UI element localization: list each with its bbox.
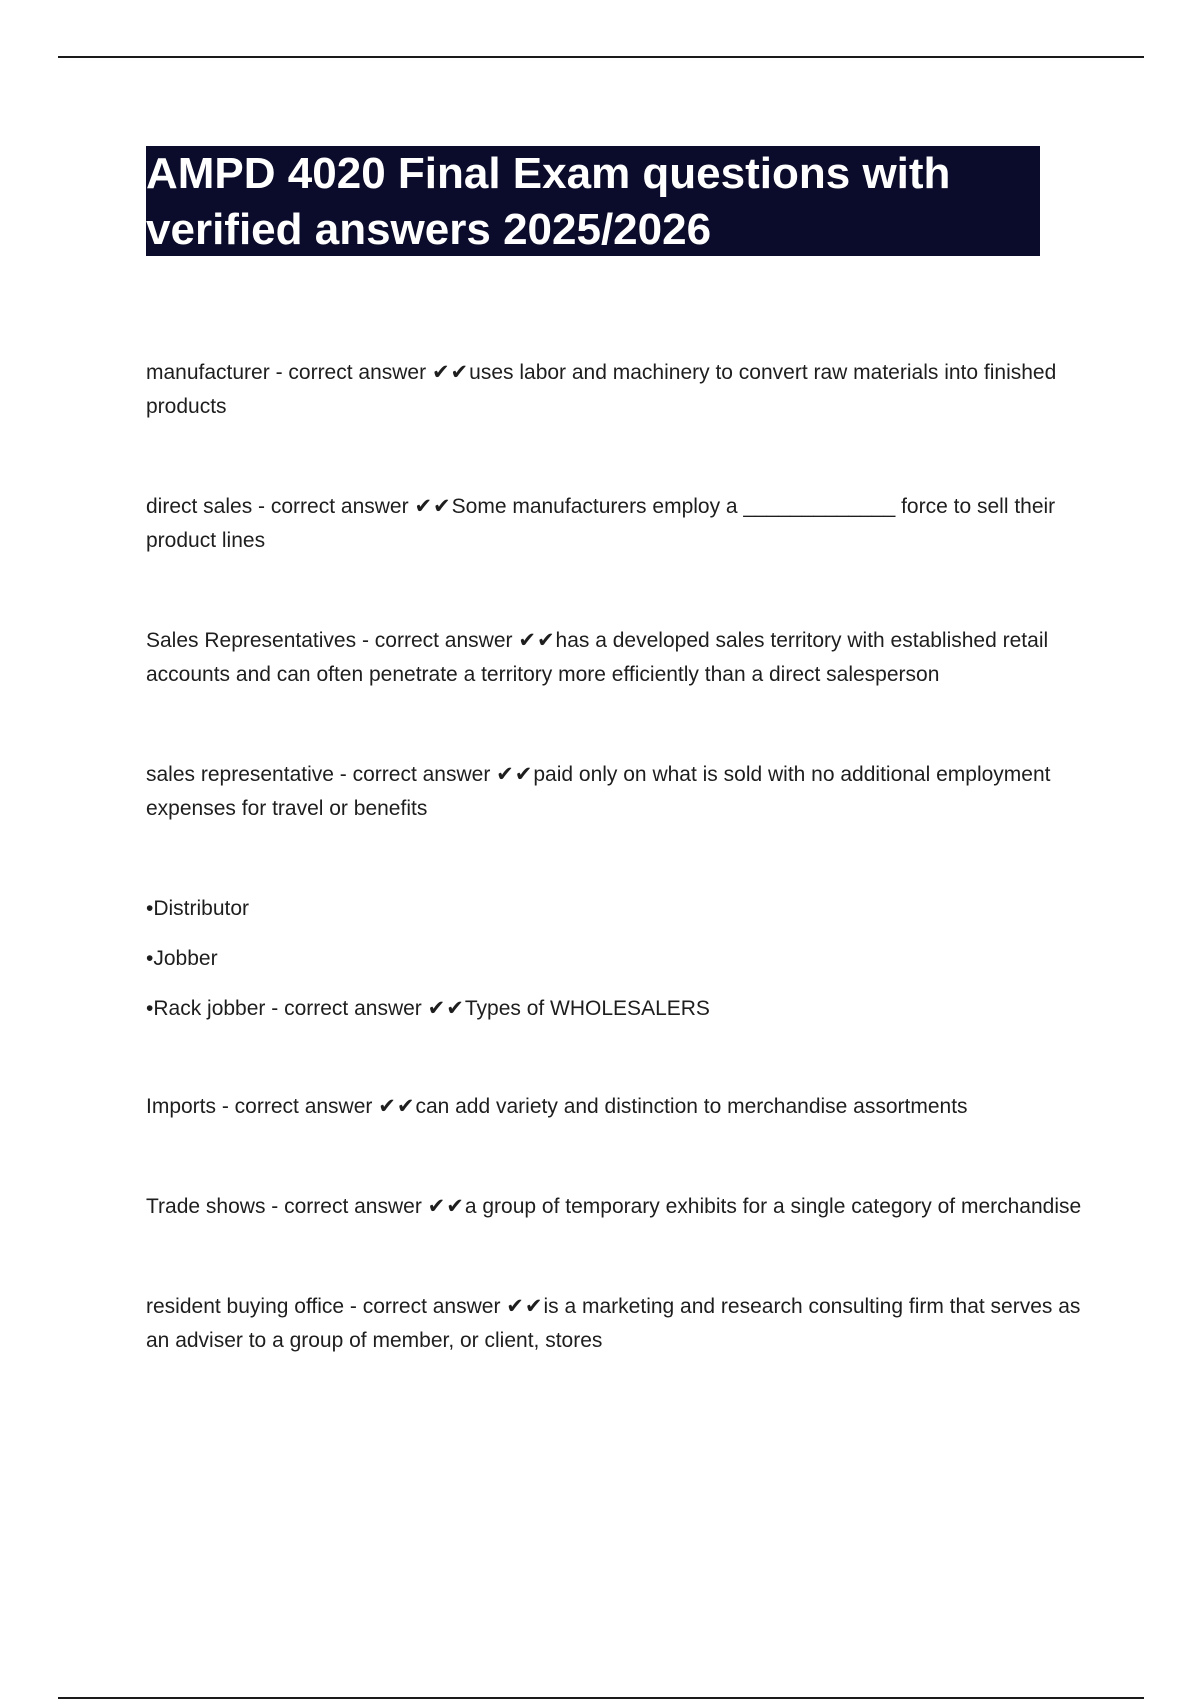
qa-entry-trade-shows [146,1190,1096,1224]
entry-answer: paid only on what is sold with no additional employment expenses for travel or benefits [146,763,1051,820]
check-icon: ✔✔ [427,1195,465,1218]
entry-term: •Rack jobber [146,997,266,1020]
entry-separator: - correct answer [216,1095,379,1118]
entry-separator: - correct answer [333,763,497,786]
qa-entry-sales-representatives [146,624,1096,692]
entry-separator: - correct answer [356,629,519,652]
entry-term: manufacturer [146,361,270,384]
check-icon: ✔✔ [518,629,556,652]
entry-separator: - correct answer [265,1195,428,1218]
qa-entry-wholesalers [146,892,1096,1026]
check-icon: ✔✔ [427,997,465,1020]
entry-term: sales representative [146,763,334,786]
qa-entry-imports [146,1090,1096,1124]
qa-list [146,356,1096,1358]
entry-answer: Some manufacturers employ a _____________ force to sell their product lines [146,495,1056,552]
qa-entry-direct-sales [146,490,1096,558]
entry-term: Trade shows [146,1195,266,1218]
check-icon: ✔✔ [506,1295,544,1318]
entry-answer: Types of WHOLESALERS [464,997,710,1020]
title-banner [146,146,1040,256]
entry-term: direct sales [146,495,253,518]
top-rule [58,56,1144,58]
bullet-item-jobber: •Jobber [146,947,218,970]
bullet-item-distributor: •Distributor [146,897,250,920]
check-icon: ✔✔ [414,495,452,518]
entry-answer: is a marketing and research consulting firm that serves as an adviser to a group of member, or client, stores [146,1295,1081,1352]
page-title: AMPD 4020 Final Exam questions with verified answers 2025/2026 [146,149,951,254]
entry-term: Imports [146,1095,217,1118]
check-icon: ✔✔ [378,1095,416,1118]
entry-answer: uses labor and machinery to convert raw materials into finished products [146,361,1057,418]
entry-term: Sales Representatives [146,629,357,652]
entry-separator: - correct answer [252,495,415,518]
entry-answer: can add variety and distinction to merchandise assortments [415,1095,968,1118]
entry-separator: - correct answer [265,997,428,1020]
check-icon: ✔✔ [431,361,470,384]
entry-separator: - correct answer [269,361,432,384]
qa-entry-resident-buying-office [146,1290,1096,1358]
check-icon: ✔✔ [496,763,534,786]
bottom-rule [58,1697,1144,1699]
bullet-item-rack-jobber [146,992,1096,1026]
qa-entry-sales-representative [146,758,1096,826]
entry-answer: a group of temporary exhibits for a single category of merchandise [464,1195,1082,1218]
entry-answer: has a developed sales territory with established retail accounts and can often penetrate a territory more efficiently than a direct salesperson [146,629,1049,686]
qa-entry-manufacturer [146,356,1096,424]
entry-term: resident buying office [146,1295,345,1318]
entry-separator: - correct answer [344,1295,507,1318]
